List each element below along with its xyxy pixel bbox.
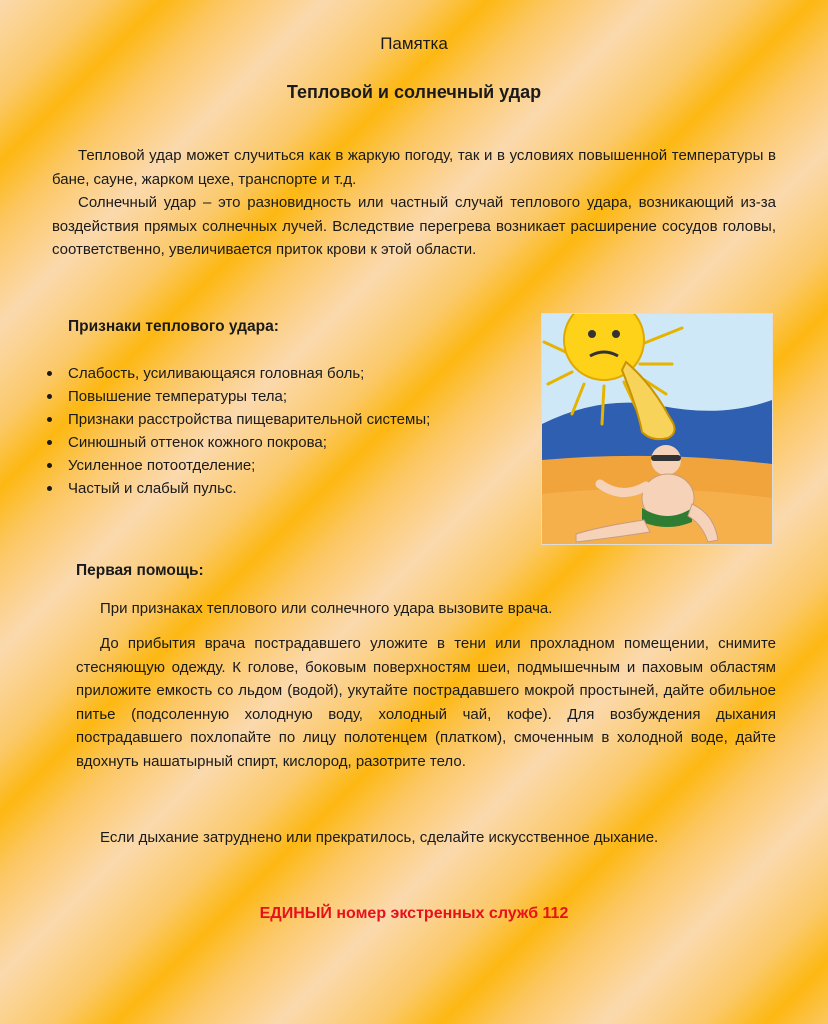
emergency-word: ЕДИНЫЙ bbox=[259, 905, 332, 922]
first-aid-paragraph-3: Если дыхание затруднено или прекратилось, сделайте искусственное дыхание. bbox=[100, 829, 659, 846]
signs-list bbox=[44, 362, 474, 500]
memo-label: Памятка bbox=[380, 34, 448, 53]
list-item: Признаки расстройства пищеварительной системы; bbox=[44, 408, 474, 431]
list-item: Частый и слабый пульс. bbox=[44, 477, 474, 500]
emergency-rest: номер экстренных служб 112 bbox=[331, 905, 569, 922]
page-title: Тепловой и солнечный удар bbox=[286, 82, 542, 102]
sunstroke-illustration-icon bbox=[541, 313, 773, 545]
list-item: Повышение температуры тела; bbox=[44, 385, 474, 408]
emergency-number bbox=[0, 905, 828, 923]
signs-title: Признаки теплового удара: bbox=[68, 318, 279, 335]
list-item: Усиленное потоотделение; bbox=[44, 454, 474, 477]
first-aid-paragraph-2: До прибытия врача пострадавшего уложите в тени или прохладном помещении, снимите стесняющую одежду. К голове, боковым поверхностям шеи, подмышечным и паховым областям приложите емкость со льдом (водой), укутайте пострадавшего мокрой простыней, дайте обильное питье (подсоленную холодную воду, холодный чай, кофе). Для возбуждения дыхания пострадавшего похлопайте по лицу полотенцем (платком), смоченным в холодной воде, дайте вдохнуть нашатырный спирт, кислород, разотрите тело. bbox=[76, 635, 776, 770]
intro-paragraph-1: Тепловой удар может случиться как в жаркую погоду, так и в условиях повышенной температуры в бане, сауне, жарком цехе, транспорте и т.д. bbox=[52, 147, 776, 188]
list-item: Слабость, усиливающаяся головная боль; bbox=[44, 362, 474, 385]
list-item: Синюшный оттенок кожного покрова; bbox=[44, 431, 474, 454]
first-aid-paragraph-1: При признаках теплового или солнечного удара вызовите врача. bbox=[100, 600, 553, 617]
first-aid-title: Первая помощь: bbox=[76, 562, 204, 579]
intro-paragraph-2: Солнечный удар – это разновидность или частный случай теплового удара, возникающий из-за воздействия прямых солнечных лучей. Вследствие перегрева возникает расширение сосудов головы, соответственно, увеличивается приток крови к этой области. bbox=[52, 194, 776, 258]
intro-section bbox=[52, 144, 776, 262]
